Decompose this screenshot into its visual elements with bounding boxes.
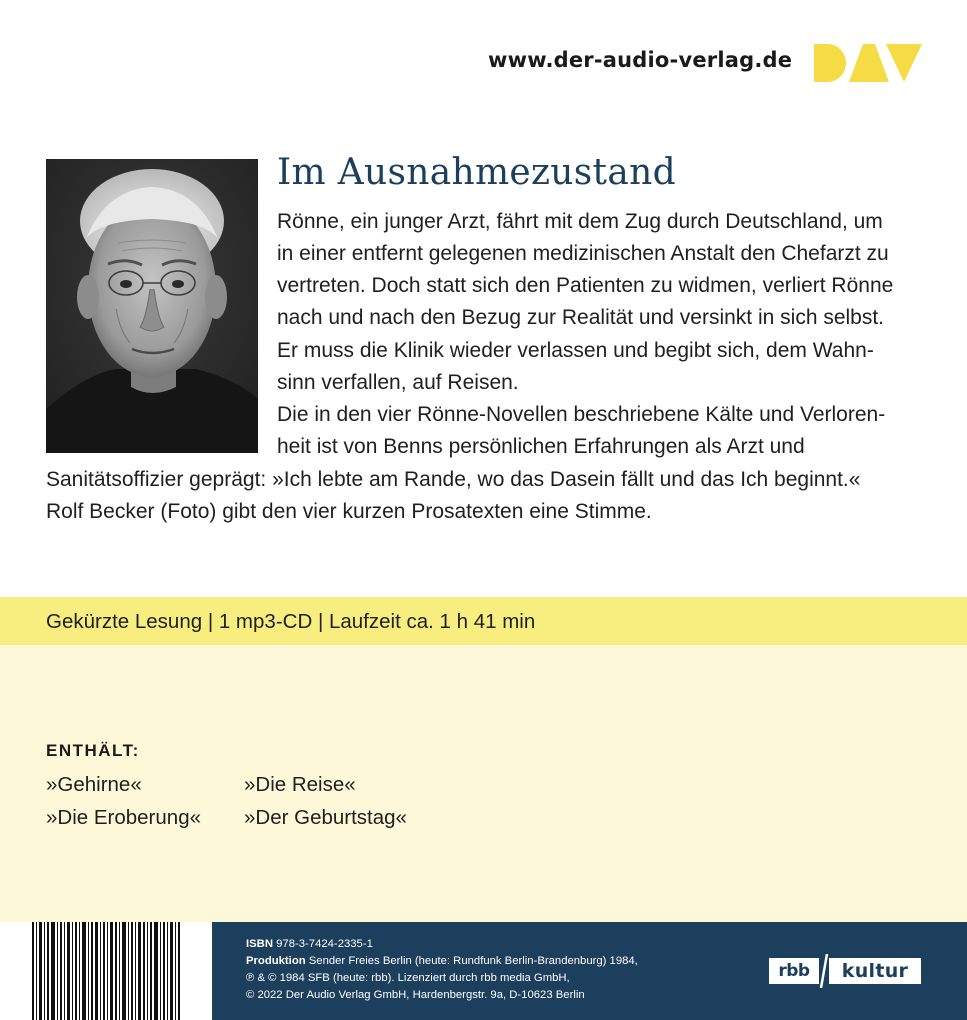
track-item: »Die Reise« xyxy=(244,773,356,796)
rbb-logo-box xyxy=(769,958,819,984)
barcode xyxy=(32,922,180,1020)
description-line: Rolf Becker (Foto) gibt den vier kurzen Prosatexten eine Stimme. xyxy=(46,500,652,523)
kultur-logo-box xyxy=(829,958,921,984)
contents-section xyxy=(0,645,967,922)
description-line: nach und nach den Bezug zur Realität und versinkt in sich selbst. xyxy=(277,306,885,329)
production-line xyxy=(246,955,638,967)
description-line: Sanitätsoffizier geprägt: »Ich lebte am Rande, wo das Dasein fällt und das Ich beginnt.« xyxy=(46,468,861,491)
logo-slash-icon xyxy=(819,954,829,988)
isbn-line xyxy=(246,938,373,950)
track-item: »Die Eroberung« xyxy=(46,806,201,829)
description-line: heit ist von Benns persönlichen Erfahrungen als Arzt und xyxy=(277,435,805,458)
production-label: Produktion xyxy=(246,955,306,967)
copyright-line: © 2022 Der Audio Verlag GmbH, Hardenbergstr. 9a, D-10623 Berlin xyxy=(246,989,585,1001)
isbn-value: 978-3-7424-2335-1 xyxy=(276,938,373,950)
rights-line: ℗ & © 1984 SFB (heute: rbb). Lizenziert durch rbb media GmbH, xyxy=(246,972,570,984)
isbn-label: ISBN xyxy=(246,938,273,950)
track-item: »Gehirne« xyxy=(46,773,142,796)
rbb-kultur-logo xyxy=(769,954,921,988)
rbb-logo-text: rbb xyxy=(778,961,810,981)
track-item: »Der Geburtstag« xyxy=(244,806,407,829)
publisher-url[interactable]: www.der-audio-verlag.de xyxy=(488,48,793,72)
author-portrait xyxy=(46,159,258,453)
format-info: Gekürzte Lesung | 1 mp3-CD | Laufzeit ca. 1 h 41 min xyxy=(46,610,536,633)
kultur-logo-text: kultur xyxy=(841,960,909,982)
production-value: Sender Freies Berlin (heute: Rundfunk Berlin-Brandenburg) 1984, xyxy=(308,955,638,967)
description-line: vertreten. Doch statt sich den Patienten zu widmen, verliert Rönne xyxy=(277,274,894,297)
book-title: Im Ausnahmezustand xyxy=(277,152,676,193)
description-line: sinn verfallen, auf Reisen. xyxy=(277,371,519,394)
dav-logo xyxy=(814,44,922,82)
contents-heading: ENTHÄLT: xyxy=(46,741,140,760)
description-line: Rönne, ein junger Arzt, fährt mit dem Zug durch Deutschland, um xyxy=(277,210,883,233)
description-line: in einer entfernt gelegenen medizinischen Anstalt den Chefarzt zu xyxy=(277,242,889,265)
description-line: Die in den vier Rönne-Novellen beschriebene Kälte und Verloren- xyxy=(277,403,886,426)
description-line: Er muss die Klinik wieder verlassen und begibt sich, dem Wahn- xyxy=(277,339,874,362)
